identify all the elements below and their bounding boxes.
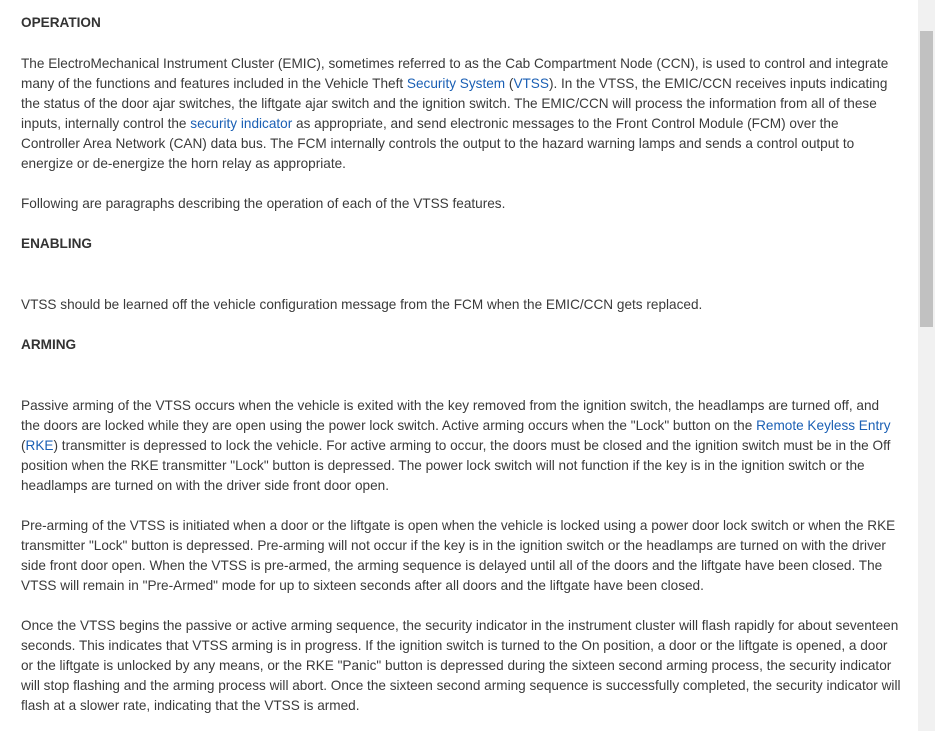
document-content: [21, 0, 901, 731]
operation-p1-text-d: as appropriate, and send electronic messages to the Front Control Module (FCM) over the Controller Area Network (CAN) data bus. The FCM internally controls the output to the hazard warning lamps and sends a control output to energize or de-energize the horn relay as appropriate.: [21, 116, 855, 171]
operation-heading: OPERATION: [21, 15, 101, 30]
scrollbar-thumb[interactable]: [920, 31, 933, 327]
security-system-link[interactable]: Security System: [406, 76, 506, 91]
operation-p1-text-b: (: [505, 76, 514, 91]
arming-paragraph-1: [21, 396, 901, 496]
enabling-paragraph-1: VTSS should be learned off the vehicle configuration message from the FCM when the EMIC/CCN gets replaced.: [21, 297, 703, 312]
remote-keyless-entry-link[interactable]: Remote Keyless Entry: [756, 418, 891, 433]
arming-heading: ARMING: [21, 337, 77, 352]
arming-p1-text-b: (: [21, 438, 26, 453]
operation-p1-text-a: The ElectroMechanical Instrument Cluster (EMIC), sometimes referred to as the Cab Compartment Node (CCN), is used to control and integrate many of the functions and features included in the Vehicle Theft: [21, 56, 889, 91]
enabling-heading: ENABLING: [21, 236, 92, 251]
operation-p1-text-c: ). In the VTSS, the EMIC/CCN receives inputs indicating the status of the door ajar switches, the liftgate ajar switch and the ignition switch. The EMIC/CCN will process the information from all of these inputs, internally control the: [21, 76, 888, 131]
operation-paragraph-2: Following are paragraphs describing the operation of each of the VTSS features.: [21, 196, 506, 211]
arming-paragraph-2: Pre-arming of the VTSS is initiated when a door or the liftgate is open when the vehicle is locked using a power door lock switch or when the RKE transmitter "Lock" button is depressed. Pre-arming will not occur if the key is in the ignition switch or the headlamps are turned on with the driver side front door open. When the VTSS is pre-armed, the arming sequence is delayed until all of the doors and the liftgate have been closed. The VTSS will remain in "Pre-Armed" mode for up to sixteen seconds after all doors and the liftgate have been closed.: [21, 518, 896, 593]
arming-p1-text-a: Passive arming of the VTSS occurs when the vehicle is exited with the key removed from the ignition switch, the headlamps are turned off, and the doors are locked while they are open using the power lock switch. Active arming occurs when the "Lock" button on the: [21, 398, 880, 433]
arming-paragraph-3: Once the VTSS begins the passive or active arming sequence, the security indicator in the instrument cluster will flash rapidly for about seventeen seconds. This indicates that VTSS arming is in progress. If the ignition switch is turned to the On position, a door or the liftgate is opened, a door or the liftgate is unlocked by any means, or the RKE "Panic" button is depressed during the sixteen second arming process, the security indicator will stop flashing and the arming process will abort. Once the sixteen second arming sequence is successfully completed, the security indicator will flash at a slower rate, indicating that the VTSS is armed.: [21, 618, 901, 713]
rke-link[interactable]: RKE: [25, 438, 54, 453]
vertical-scrollbar[interactable]: [918, 0, 935, 731]
arming-p1-text-c: ) transmitter is depressed to lock the vehicle. For active arming to occur, the doors must be closed and the ignition switch must be in the Off position when the RKE transmitter "Lock" button is depressed. The power lock switch will not function if the key is in the ignition switch or the headlamps are turned on with the driver side front door open.: [21, 438, 891, 493]
security-indicator-link[interactable]: security indicator: [190, 116, 293, 131]
operation-paragraph-1: [21, 54, 901, 174]
vtss-link[interactable]: VTSS: [513, 76, 549, 91]
